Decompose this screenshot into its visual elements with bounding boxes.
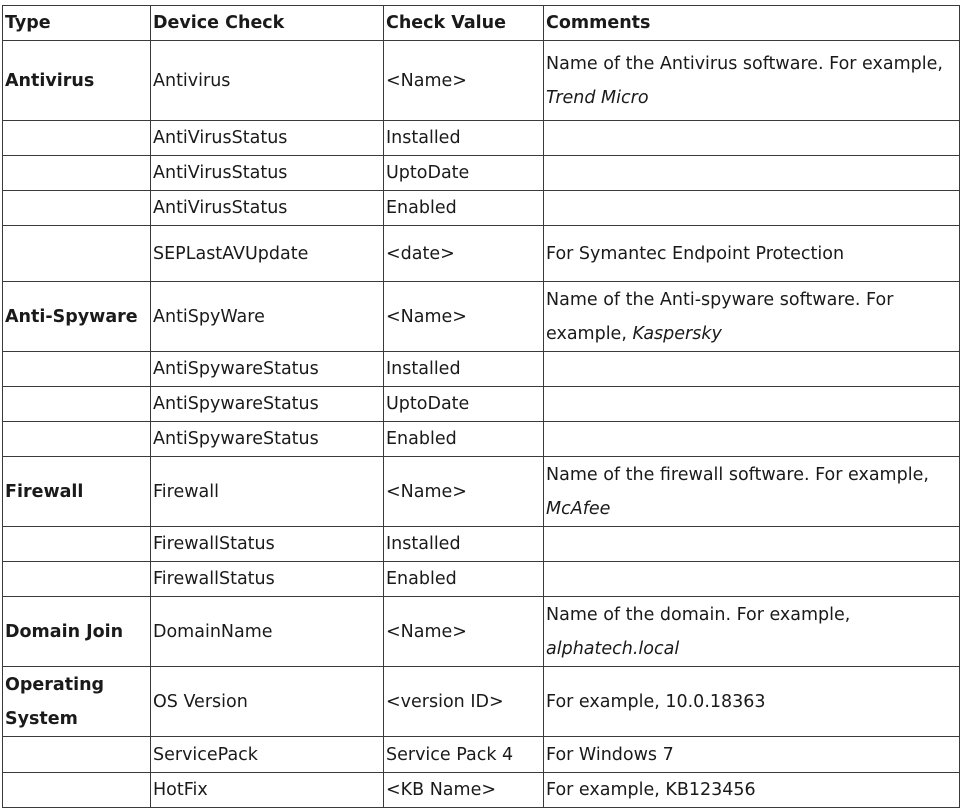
comment-cell [544, 191, 960, 226]
type-cell [3, 226, 151, 282]
comment-cell [544, 387, 960, 422]
type-cell [3, 156, 151, 191]
comment-cell: For Windows 7 [544, 737, 960, 773]
device-check-cell: OS Version [151, 667, 384, 737]
type-cell: Domain Join [3, 597, 151, 667]
comment-cell: For example, 10.0.18363 [544, 667, 960, 737]
device-check-cell: AntiSpywareStatus [151, 422, 384, 457]
table-row [3, 422, 960, 457]
table-row [3, 737, 960, 773]
device-check-cell: AntiVirusStatus [151, 191, 384, 226]
device-check-cell: AntiVirusStatus [151, 121, 384, 156]
device-check-cell: Antivirus [151, 41, 384, 121]
type-cell [3, 121, 151, 156]
type-cell: Anti-Spyware [3, 282, 151, 352]
type-cell [3, 387, 151, 422]
header-device-check: Device Check [151, 6, 384, 41]
type-cell: Firewall [3, 457, 151, 527]
check-value-cell: Enabled [384, 422, 544, 457]
comment-cell [544, 121, 960, 156]
table-row [3, 597, 960, 667]
type-cell [3, 352, 151, 387]
check-value-cell: <Name> [384, 597, 544, 667]
check-value-cell: Installed [384, 121, 544, 156]
check-value-cell: UptoDate [384, 387, 544, 422]
table-row [3, 773, 960, 808]
check-value-cell: UptoDate [384, 156, 544, 191]
type-cell [3, 562, 151, 597]
header-check-value: Check Value [384, 6, 544, 41]
comment-cell [544, 457, 960, 527]
type-cell [3, 422, 151, 457]
check-value-cell: Enabled [384, 191, 544, 226]
comment-example: Kaspersky [632, 323, 722, 344]
check-value-cell: Installed [384, 527, 544, 562]
device-check-cell: DomainName [151, 597, 384, 667]
device-check-cell: FirewallStatus [151, 562, 384, 597]
type-cell: Operating System [3, 667, 151, 737]
device-check-table [2, 5, 960, 808]
table-row [3, 387, 960, 422]
comment-cell: For Symantec Endpoint Protection [544, 226, 960, 282]
table-row [3, 352, 960, 387]
table-row [3, 667, 960, 737]
table-row [3, 457, 960, 527]
comment-text: Name of the domain. For example, [546, 604, 851, 625]
table-row [3, 191, 960, 226]
comment-cell [544, 156, 960, 191]
comment-cell: For example, KB123456 [544, 773, 960, 808]
type-cell [3, 191, 151, 226]
device-check-cell: AntiVirusStatus [151, 156, 384, 191]
header-row [3, 6, 960, 41]
check-value-cell: Installed [384, 352, 544, 387]
table-row [3, 156, 960, 191]
check-value-cell: <Name> [384, 457, 544, 527]
type-cell [3, 527, 151, 562]
device-check-cell: AntiSpywareStatus [151, 387, 384, 422]
type-cell: Antivirus [3, 41, 151, 121]
comment-example: McAfee [546, 498, 611, 519]
device-check-cell: FirewallStatus [151, 527, 384, 562]
comment-cell [544, 597, 960, 667]
comment-cell [544, 527, 960, 562]
check-value-cell: <Name> [384, 41, 544, 121]
comment-example: alphatech.local [546, 638, 680, 659]
device-check-cell: ServicePack [151, 737, 384, 773]
table-row [3, 226, 960, 282]
type-cell [3, 773, 151, 808]
check-value-cell: Service Pack 4 [384, 737, 544, 773]
check-value-cell: <date> [384, 226, 544, 282]
comment-text: Name of the Antivirus software. For example, [546, 53, 943, 74]
check-value-cell: <version ID> [384, 667, 544, 737]
comment-cell [544, 352, 960, 387]
header-type: Type [3, 6, 151, 41]
table-row [3, 41, 960, 121]
comment-cell [544, 422, 960, 457]
type-cell [3, 737, 151, 773]
table-row [3, 527, 960, 562]
device-check-cell: SEPLastAVUpdate [151, 226, 384, 282]
device-check-cell: Firewall [151, 457, 384, 527]
comment-cell [544, 282, 960, 352]
check-value-cell: <KB Name> [384, 773, 544, 808]
table-row [3, 282, 960, 352]
table-row [3, 121, 960, 156]
comment-example: Trend Micro [546, 87, 649, 108]
comment-cell [544, 562, 960, 597]
comment-cell [544, 41, 960, 121]
device-check-cell: AntiSpyWare [151, 282, 384, 352]
table-row [3, 562, 960, 597]
check-value-cell: Enabled [384, 562, 544, 597]
comment-text: Name of the firewall software. For example, [546, 464, 929, 485]
device-check-cell: HotFix [151, 773, 384, 808]
check-value-cell: <Name> [384, 282, 544, 352]
header-comments: Comments [544, 6, 960, 41]
device-check-cell: AntiSpywareStatus [151, 352, 384, 387]
comment-text: Name of the Anti-spyware software. For example, [546, 289, 894, 344]
